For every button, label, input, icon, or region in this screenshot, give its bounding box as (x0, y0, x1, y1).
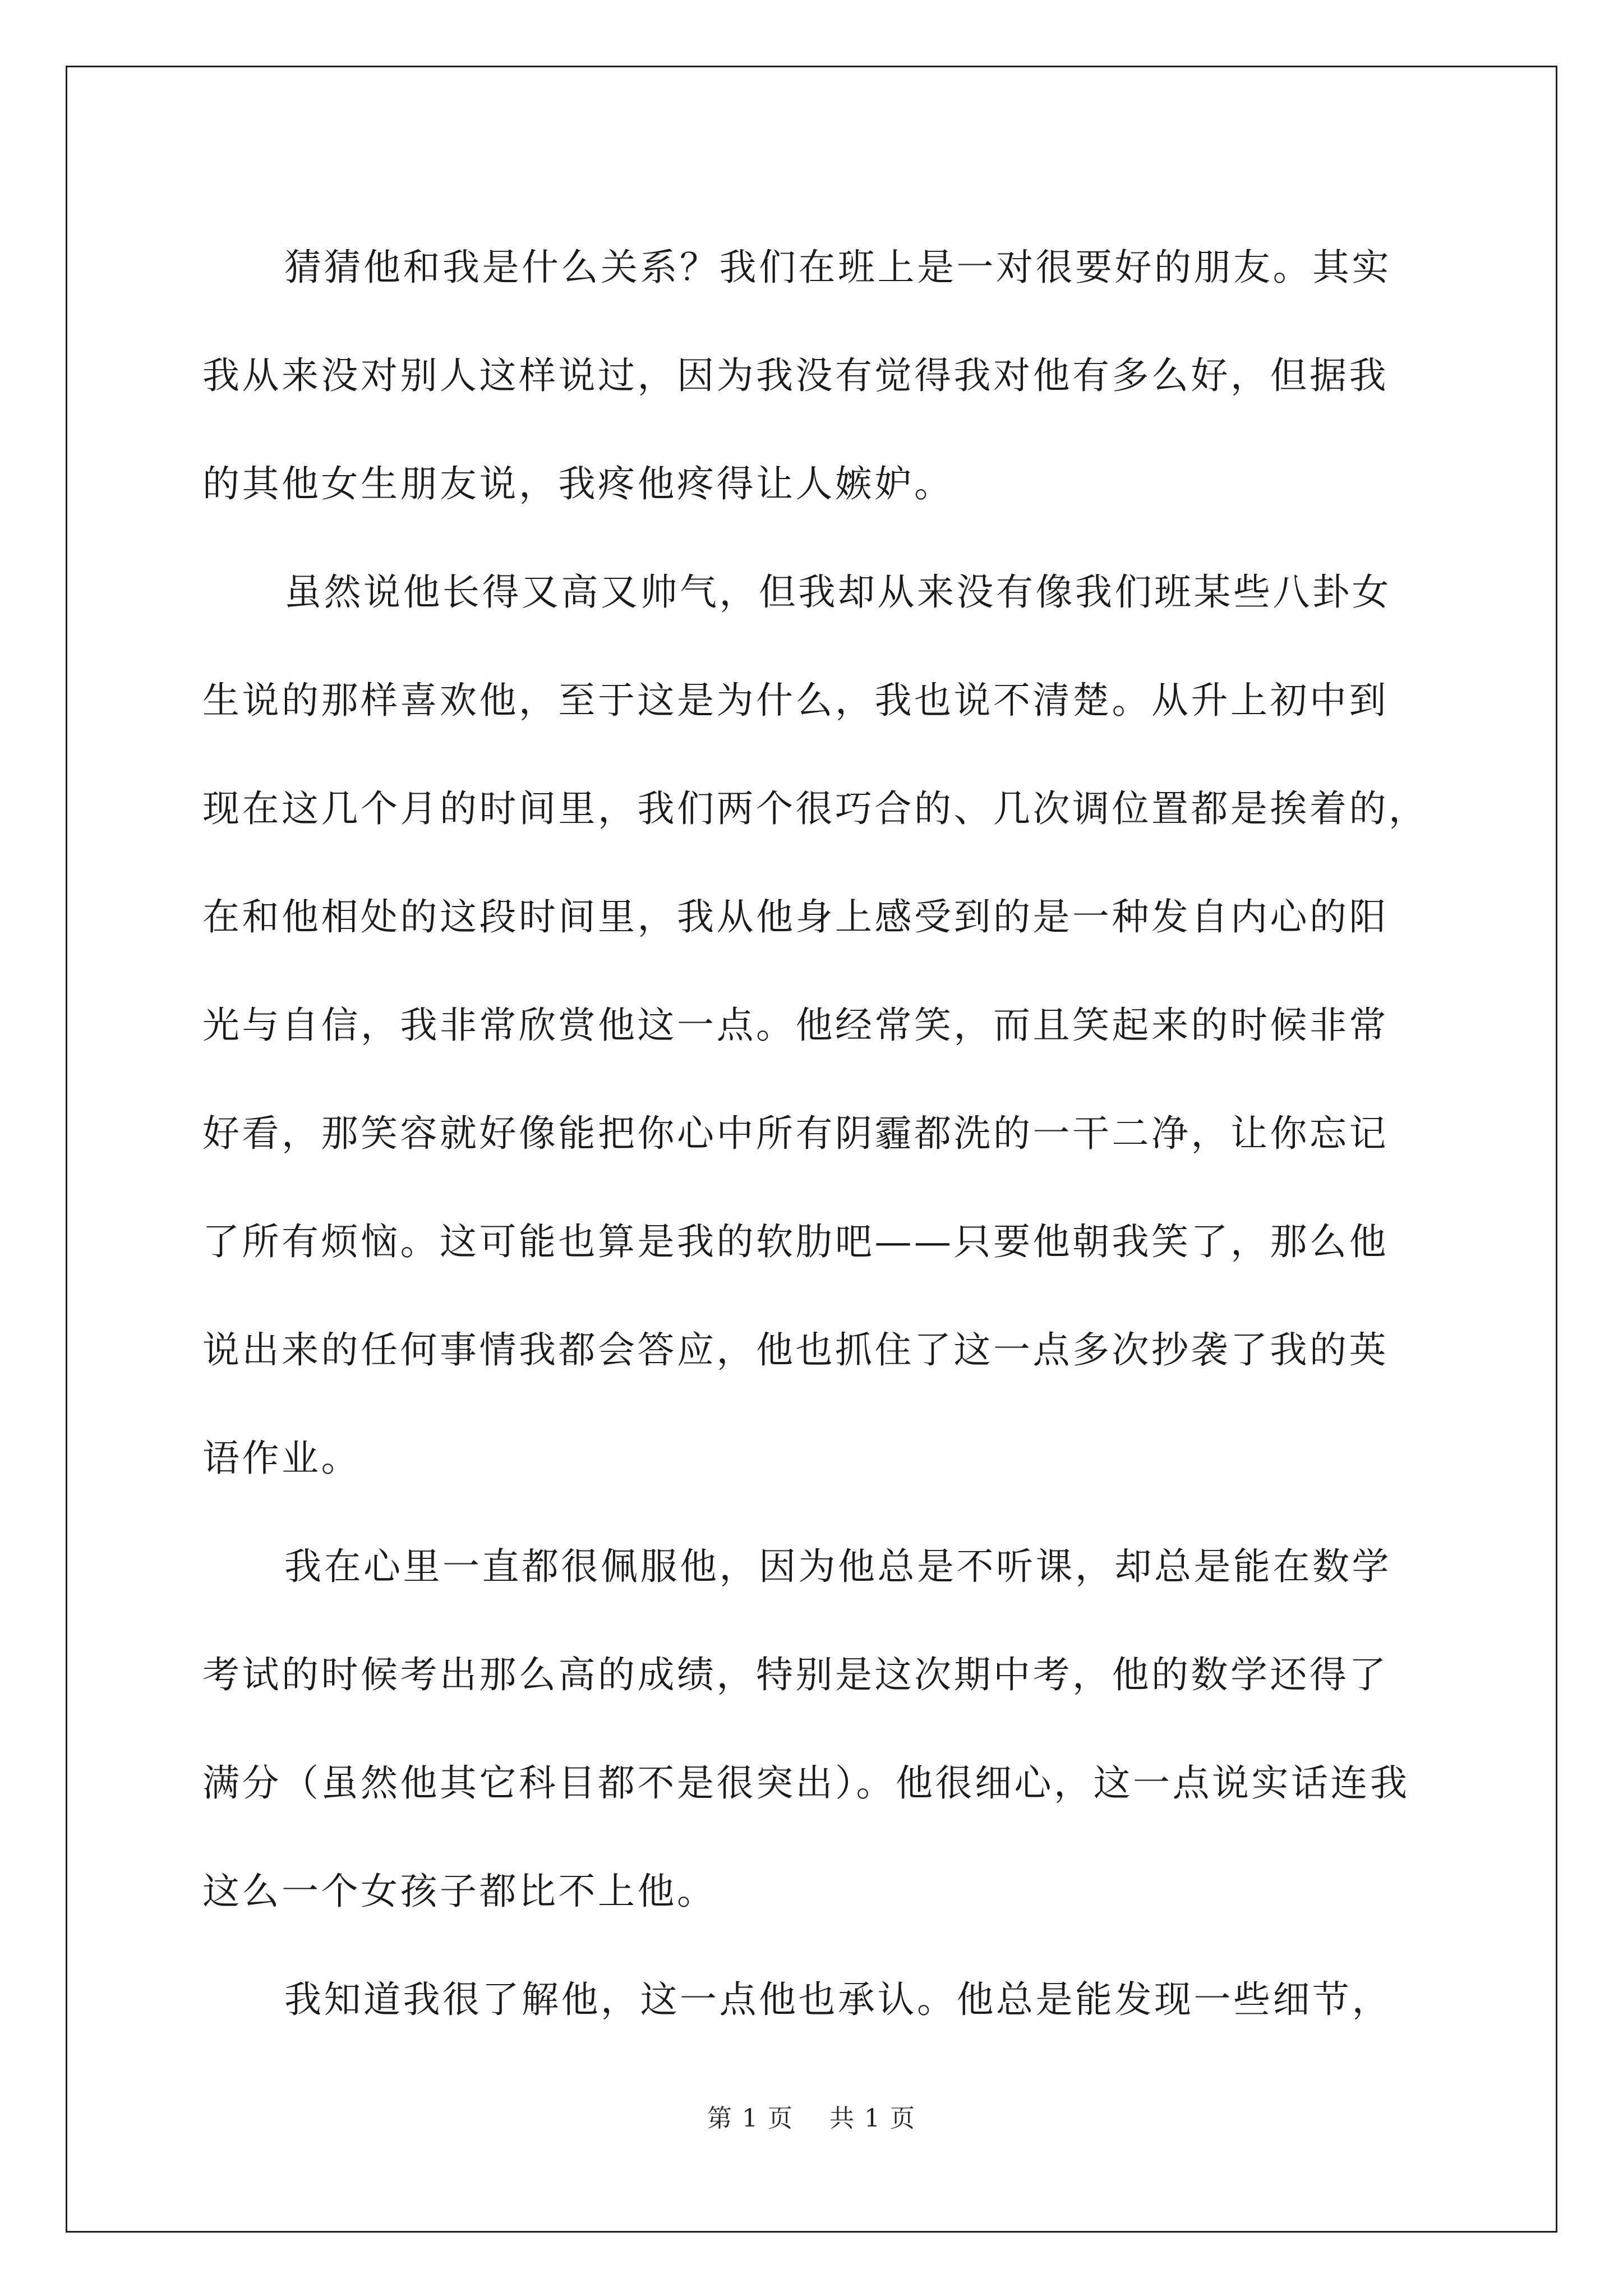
text-line: 现在这几个月的时间里，我们两个很巧合的、几次调位置都是挨着的， (202, 787, 1428, 830)
text-line: 了所有烦恼。这可能也算是我的软肋吧——只要他朝我笑了，那么他 (202, 1220, 1389, 1263)
text-line: 说出来的任何事情我都会答应，他也抓住了这一点多次抄袭了我的英 (202, 1328, 1389, 1372)
page-number: 第 1 页 (707, 2104, 794, 2133)
page-footer (0, 2098, 1623, 2134)
text-line: 我知道我很了解他，这一点他也承认。他总是能发现一些细节， (284, 1978, 1391, 2021)
text-line: 猜猜他和我是什么关系？我们在班上是一对很要好的朋友。其实 (284, 246, 1391, 289)
document-body (202, 213, 1442, 2054)
text-line: 生说的那样喜欢他，至于这是为什么，我也说不清楚。从升上初中到 (202, 679, 1389, 722)
paragraph-3 (202, 1512, 1442, 1945)
text-line: 的其他女生朋友说，我疼他疼得让人嫉妒。 (202, 462, 954, 505)
text-line: 考试的时候考出那么高的成绩，特别是这次期中考，他的数学还得了 (202, 1653, 1389, 1696)
text-line: 我从来没对别人这样说过，因为我没有觉得我对他有多么好，但据我 (202, 354, 1389, 397)
paragraph-2 (202, 538, 1442, 1512)
text-line: 虽然说他长得又高又帅气，但我却从来没有像我们班某些八卦女 (284, 570, 1391, 614)
text-line: 好看，那笑容就好像能把你心中所有阴霾都洗的一干二净，让你忘记 (202, 1112, 1389, 1155)
text-line: 语作业。 (202, 1437, 361, 1480)
paragraph-4 (202, 1945, 1442, 2054)
paragraph-1 (202, 213, 1442, 538)
text-line: 这么一个女孩子都比不上他。 (202, 1870, 717, 1913)
text-line: 满分（虽然他其它科目都不是很突出）。他很细心，这一点说实话连我 (202, 1761, 1410, 1805)
text-line: 光与自信，我非常欣赏他这一点。他经常笑，而且笑起来的时候非常 (202, 1004, 1389, 1047)
text-line: 在和他相处的这段时间里，我从他身上感受到的是一种发自内心的阳 (202, 895, 1389, 938)
text-line: 我在心里一直都很佩服他，因为他总是不听课，却总是能在数学 (284, 1545, 1391, 1588)
page-total: 共 1 页 (829, 2104, 916, 2133)
